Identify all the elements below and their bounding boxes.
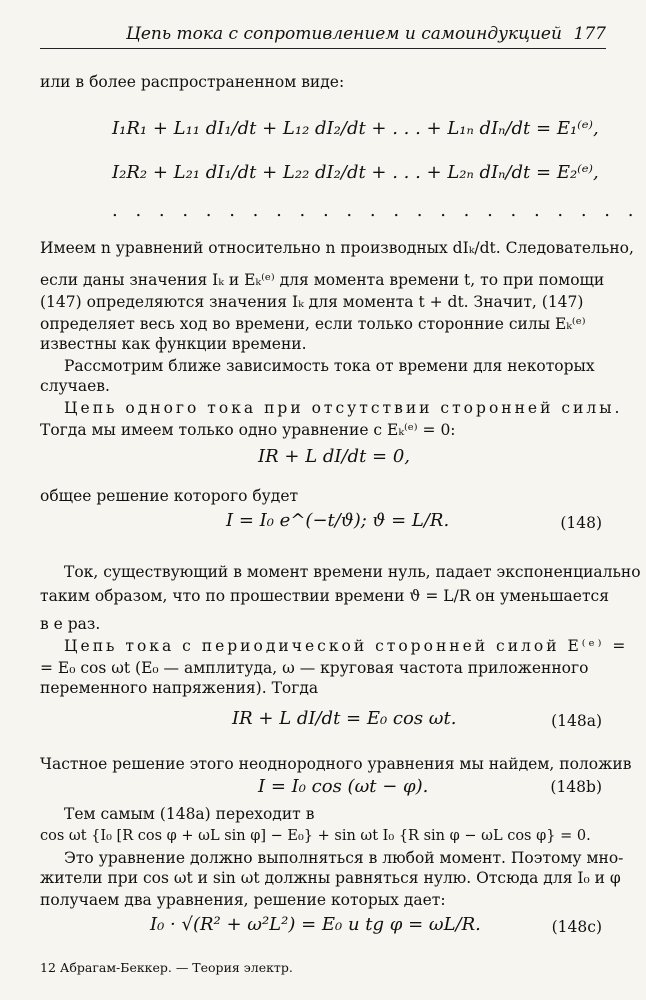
- paragraph-1-line-2: если даны значения Iₖ и Eₖ⁽ᵉ⁾ для момента времени t, то при помощи: [40, 271, 605, 289]
- section-heading-periodic-force: Цепь тока с периодической сторонней силой E⁽ᵉ⁾ =: [64, 637, 629, 655]
- equation-148a: IR + L dI/dt = E₀ cos ωt.: [232, 708, 457, 729]
- paragraph-5-line-2: таким образом, что по прошествии времени ϑ = L/R он уменьшается: [40, 587, 609, 605]
- equation-148: I = I₀ e^(−t/ϑ); ϑ = L/R.: [226, 510, 450, 531]
- equation-row-2: I₂R₂ + L₂₁ dI₁/dt + L₂₂ dI₂/dt + . . . + L₂ₙ dIₙ/dt = E₂⁽ᵉ⁾,: [112, 162, 599, 183]
- section-heading-no-external-force: Цепь одного тока при отсутствии сторонней силы.: [64, 399, 623, 417]
- equation-continuation-dots: . . . . . . . . . . . . . . . . . . . . . . .: [112, 200, 640, 221]
- paragraph-2-line-1: Рассмотрим ближе зависимость тока от времени для некоторых: [64, 357, 595, 375]
- equation-148c-label: (148c): [551, 918, 602, 936]
- equation-148c: I₀ · √(R² + ω²L²) = E₀ и tg φ = ωL/R.: [150, 914, 481, 935]
- paragraph-8-line-2: cos ωt {I₀ [R cos φ + ωL sin φ] − E₀} + sin ωt I₀ {R sin φ − ωL cos φ} = 0.: [40, 828, 591, 844]
- equation-148b-label: (148b): [550, 778, 602, 796]
- paragraph-6-line-3: переменного напряжения). Тогда: [40, 679, 319, 697]
- equation-row-1: I₁R₁ + L₁₁ dI₁/dt + L₁₂ dI₂/dt + . . . + L₁ₙ dIₙ/dt = E₁⁽ᵉ⁾,: [112, 118, 599, 139]
- paragraph-1-line-3: (147) определяются значения Iₖ для момента t + dt. Значит, (147): [40, 293, 584, 311]
- equation-single-circuit: IR + L dI/dt = 0,: [258, 446, 411, 467]
- paragraph-8-line-3: Это уравнение должно выполняться в любой момент. Поэтому мно-: [64, 849, 624, 867]
- running-header: [40, 14, 606, 49]
- paragraph-1-line-5: известны как функции времени.: [40, 335, 307, 353]
- paragraph-7: Частное решение этого неоднородного уравнения мы найдем, положив: [40, 755, 632, 773]
- page-footer: 12 Абрагам-Беккер. — Теория электр.: [40, 960, 293, 975]
- paragraph-8-line-1: Тем самым (148a) переходит в: [64, 805, 315, 823]
- paragraph-5-line-1: Ток, существующий в момент времени нуль, падает экспоненциально: [64, 563, 641, 581]
- equation-148-label: (148): [560, 514, 602, 532]
- equation-148b: I = I₀ cos (ωt − φ).: [258, 776, 429, 797]
- paragraph-8-line-4: жители при cos ωt и sin ωt должны равняться нулю. Отсюда для I₀ и φ: [40, 869, 621, 887]
- paragraph-2-line-2: случаев.: [40, 377, 110, 395]
- page-number: 177: [573, 24, 606, 44]
- paragraph-6-line-2: = E₀ cos ωt (E₀ — амплитуда, ω — круговая частота приложенного: [40, 659, 589, 677]
- paragraph-1-line-4: определяет весь ход во времени, если только сторонние силы Eₖ⁽ᵉ⁾: [40, 315, 586, 333]
- header-title: Цепь тока с сопротивлением и самоиндукцией: [126, 24, 562, 44]
- paragraph-3-line-2: Тогда мы имеем только одно уравнение с Eₖ⁽ᵉ⁾ = 0:: [40, 421, 456, 439]
- equation-148a-label: (148a): [551, 712, 602, 730]
- intro-text: или в более распространенном виде:: [40, 73, 345, 91]
- paragraph-1-line-1: Имеем n уравнений относительно n производных dIₖ/dt. Следовательно,: [40, 239, 634, 257]
- paragraph-5-line-3: в e раз.: [40, 615, 101, 633]
- paragraph-8-line-5: получаем два уравнения, решение которых дает:: [40, 891, 446, 909]
- paragraph-4: общее решение которого будет: [40, 487, 299, 505]
